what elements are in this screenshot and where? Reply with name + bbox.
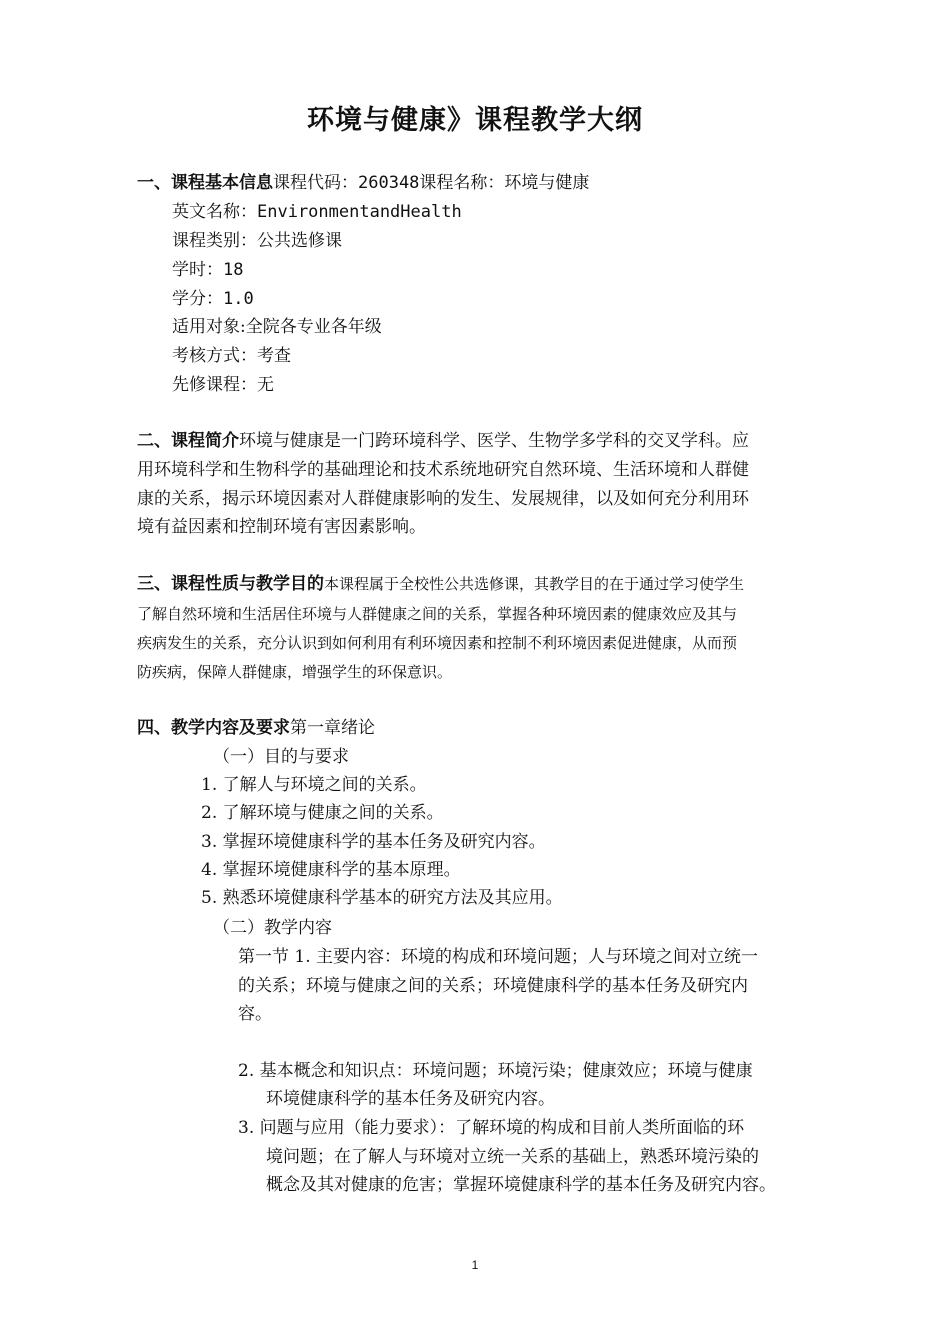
hours-label: 学时：	[172, 260, 223, 280]
page-number: 1	[471, 1258, 479, 1272]
hours-line	[172, 260, 243, 280]
goal-item: 5. 熟悉环境健康科学基本的研究方法及其应用。	[201, 888, 563, 908]
credit-label: 学分：	[172, 289, 223, 309]
section-3-text-line: 本课程属于全校性公共选修课，其教学目的在于通过学习使学生	[324, 575, 745, 593]
section-3-first-line	[137, 574, 744, 594]
section-3-text-line: 疾病发生的关系，充分认识到如何利用有利环境因素和控制不利环境因素促进健康，从而预	[137, 634, 738, 652]
content-paragraph-line: 环境健康科学的基本任务及研究内容。	[266, 1089, 555, 1109]
chapter-title: 第一章绪论	[290, 718, 375, 738]
course-name: 环境与健康	[504, 173, 590, 193]
content-paragraph-line: 的关系；环境与健康之间的关系；环境健康科学的基本任务及研究内	[238, 976, 748, 996]
section-3-text-line: 了解自然环境和生活居住环境与人群健康之间的关系，掌握各种环境因素的健康效应及其与	[137, 605, 738, 623]
english-name-label: 英文名称：	[172, 202, 257, 222]
content-paragraph-line: 容。	[238, 1004, 272, 1024]
content-paragraph-line: 2. 基本概念和知识点：环境问题；环境污染；健康效应；环境与健康	[238, 1061, 753, 1081]
course-name-label: 课程名称：	[419, 173, 505, 193]
english-name-line	[172, 202, 462, 222]
section-3-text-line: 防疾病，保障人群健康，增强学生的环保意识。	[137, 663, 453, 681]
goal-item: 1. 了解人与环境之间的关系。	[201, 775, 427, 795]
content-paragraph-line: 概念及其对健康的危害；掌握环境健康科学的基本任务及研究内容。	[266, 1175, 776, 1195]
content-paragraph-line: 第一节 1. 主要内容：环境的构成和环境问题；人与环境之间对立统一	[238, 947, 759, 967]
section-2-first-line	[137, 431, 749, 451]
credit-line	[172, 289, 254, 309]
course-code-label: 课程代码：	[273, 173, 358, 193]
section-4-first-line	[137, 718, 375, 738]
hours-value: 18	[223, 260, 244, 280]
assessment-method: 考核方式：考查	[172, 346, 291, 366]
english-name: EnvironmentandHealth	[257, 202, 462, 222]
section-4-heading: 四、教学内容及要求	[137, 718, 290, 738]
subsection-content: （二）教学内容	[213, 918, 332, 938]
content-paragraph-line: 境问题；在了解人与环境对立统一关系的基础上，熟悉环境污染的	[266, 1147, 759, 1167]
goal-item: 2. 了解环境与健康之间的关系。	[201, 803, 444, 823]
section-2-text-line: 用环境科学和生物科学的基础理论和技术系统地研究自然环境、生活环境和人群健	[137, 460, 749, 480]
goal-item: 4. 掌握环境健康科学的基本原理。	[201, 860, 461, 880]
section-2-text-line: 境有益因素和控制环境有害因素影响。	[137, 517, 426, 537]
subsection-goals: （一）目的与要求	[213, 747, 349, 767]
section-3-heading: 三、课程性质与教学目的	[137, 574, 324, 594]
section-2-text-line: 环境与健康是一门跨环境科学、医学、生物学多学科的交叉学科。应	[239, 431, 749, 451]
goal-item: 3. 掌握环境健康科学的基本任务及研究内容。	[201, 832, 546, 852]
section-2-heading: 二、课程简介	[137, 431, 239, 451]
course-type: 课程类别：公共选修课	[172, 231, 342, 251]
course-code: 260348	[358, 173, 420, 193]
section-2-text-line: 康的关系，揭示环境因素对人群健康影响的发生、发展规律，以及如何充分利用环	[137, 489, 749, 509]
document-title: 环境与健康》课程教学大纲	[307, 105, 643, 136]
content-paragraph-line: 3. 问题与应用（能力要求）：了解环境的构成和目前人类所面临的环	[238, 1118, 745, 1138]
credit-value: 1.0	[223, 289, 254, 309]
prerequisite: 先修课程：无	[172, 375, 274, 395]
target-audience: 适用对象:全院各专业各年级	[172, 317, 382, 337]
section-1-first-line	[137, 173, 589, 193]
section-1-heading: 一、课程基本信息	[137, 173, 273, 193]
